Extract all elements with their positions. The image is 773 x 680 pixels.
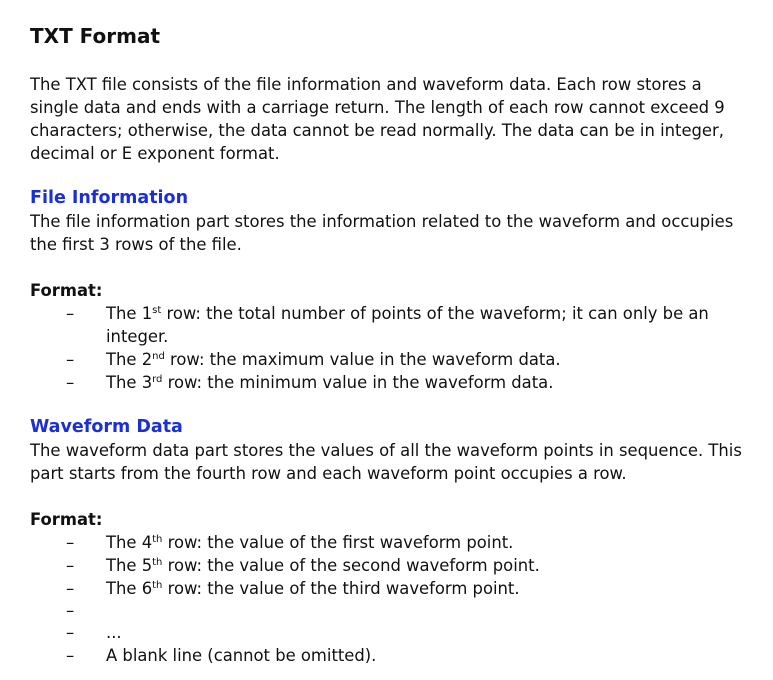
dash-bullet: –	[66, 350, 75, 369]
list-item-text-pre: The 2	[106, 350, 153, 369]
dash-bullet: –	[66, 601, 75, 620]
waveform-data-format-label: Format:	[30, 510, 103, 529]
ordinal-suffix: st	[152, 305, 162, 316]
list-item	[66, 302, 750, 348]
ordinal-suffix: rd	[152, 374, 163, 385]
list-item	[66, 577, 750, 600]
list-item	[66, 531, 750, 554]
dash-bullet: –	[66, 623, 75, 642]
list-item	[66, 348, 750, 371]
page-title: TXT Format	[30, 24, 161, 48]
dash-bullet: –	[66, 533, 75, 552]
ordinal-suffix: nd	[152, 351, 165, 362]
waveform-data-body: The waveform data part stores the values of all the waveform points in sequence. This part starts from the fourth row and each waveform point occupies a row.	[30, 441, 742, 483]
list-item-text-pre: A blank line (cannot be omitted).	[106, 646, 377, 665]
list-item	[66, 600, 750, 622]
ordinal-suffix: th	[152, 534, 163, 545]
waveform-data-format-list	[30, 531, 750, 667]
list-item-text-pre: The 5	[106, 556, 153, 575]
file-information-format-list	[30, 302, 750, 394]
list-item-text-pre: ...	[106, 623, 122, 642]
document-page	[30, 22, 750, 667]
list-item-text-post: row: the minimum value in the waveform data.	[162, 373, 554, 392]
list-item-text-pre: The 1	[106, 304, 153, 323]
list-item-text-post: row: the value of the third waveform point.	[162, 579, 520, 598]
dash-bullet: –	[66, 556, 75, 575]
list-item-text-post: row: the value of the first waveform point.	[162, 533, 514, 552]
dash-bullet: –	[66, 373, 75, 392]
file-information-format-label: Format:	[30, 281, 103, 300]
intro-paragraph: The TXT file consists of the file information and waveform data. Each row stores a single data and ends with a carriage return. The length of each row cannot exceed 9 characters; otherwise, the data cannot be read normally. The data can be in integer, decimal or E exponent format.	[30, 75, 725, 163]
list-item-text-pre: The 3	[106, 373, 153, 392]
list-item-text-pre: The 6	[106, 579, 153, 598]
list-item	[66, 371, 750, 394]
dash-bullet: –	[66, 304, 75, 323]
list-item-text-post: row: the total number of points of the waveform; it can only be an integer.	[106, 304, 709, 346]
waveform-data-heading: Waveform Data	[30, 417, 183, 437]
ordinal-suffix: th	[152, 580, 163, 591]
list-item-text-post: row: the maximum value in the waveform data.	[164, 350, 561, 369]
list-item	[66, 554, 750, 577]
dash-bullet: –	[66, 579, 75, 598]
dash-bullet: –	[66, 646, 75, 665]
list-item	[66, 644, 750, 667]
file-information-body: The file information part stores the information related to the waveform and occupies the first 3 rows of the file.	[30, 212, 734, 254]
file-information-heading: File Information	[30, 188, 189, 208]
list-item-text-pre: The 4	[106, 533, 153, 552]
list-item	[66, 622, 750, 644]
ordinal-suffix: th	[152, 557, 163, 568]
list-item-text-post: row: the value of the second waveform point.	[162, 556, 540, 575]
